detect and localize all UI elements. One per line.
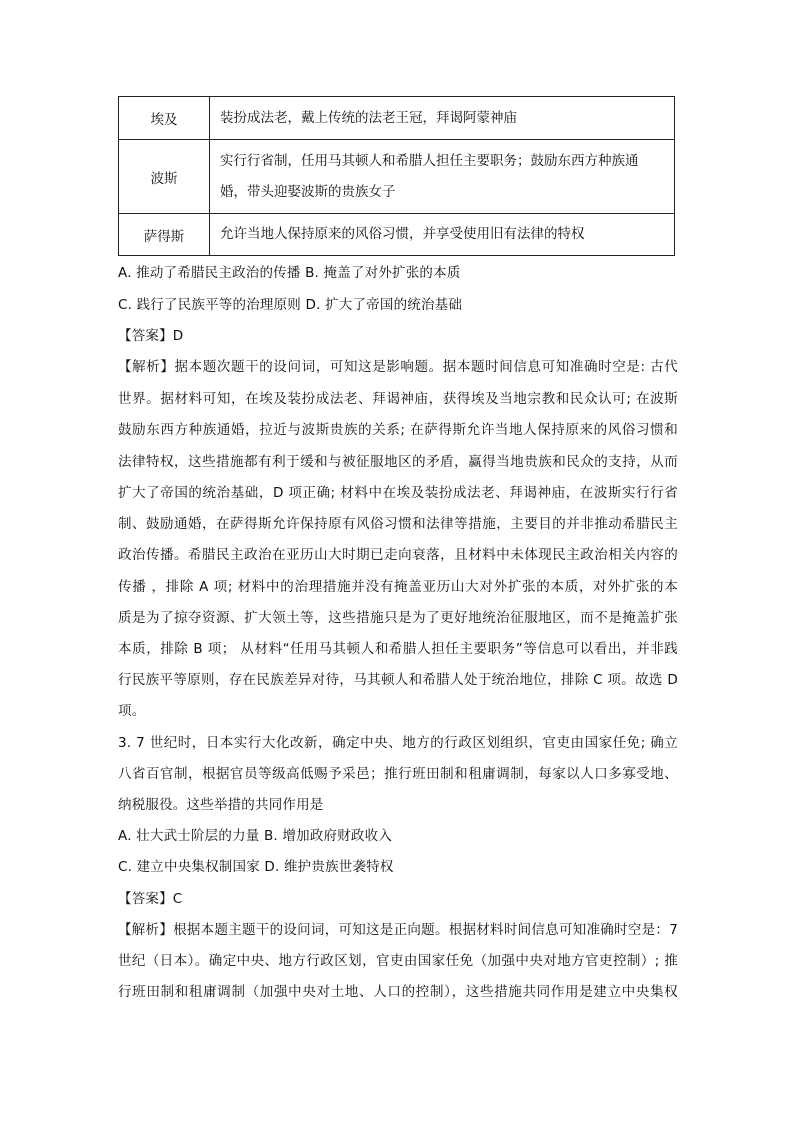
analysis-line: 行班田制和租庸调制（加强中央对土地、人口的控制），这些措施共同作用是建立中央集权 bbox=[118, 984, 678, 1000]
policy-table bbox=[118, 96, 675, 256]
question-line: 纳税服役。这些举措的共同作用是 bbox=[118, 797, 324, 813]
analysis-line: 世纪（日本）。确定中央、地方行政区划，官吏由国家任免（加强中央对地方官吏控制）; 推 bbox=[118, 953, 678, 969]
policy-cell bbox=[210, 140, 675, 214]
analysis-line: 法律特权，这些措施都有利于缓和与被征服地区的矛盾，赢得当地贵族和民众的支持，从而 bbox=[118, 454, 678, 470]
analysis-line: 行民族平等原则，存在民族差异对待，马其顿人和希腊人处于统治地位，排除 C 项。故选 D bbox=[118, 672, 678, 688]
policy-cell bbox=[210, 214, 675, 256]
analysis-line: 鼓励东西方种族通婚，拉近与波斯贵族的关系; 在萨得斯允许当地人保持原来的风俗习惯和 bbox=[118, 422, 678, 438]
table-row bbox=[119, 214, 675, 256]
country-cell: 波斯 bbox=[119, 140, 210, 214]
question-line: 八省百官制，根据官员等级高低赐予采邑；推行班田制和租庸调制，每家以人口多寡受地、 bbox=[118, 766, 678, 782]
country-cell: 萨得斯 bbox=[119, 214, 210, 256]
analysis-line: 世界。据材料可知，在埃及装扮成法老、拜谒神庙，获得埃及当地宗教和民众认可; 在波斯 bbox=[118, 391, 678, 407]
option-line: A. 壮大武士阶层的力量 B. 增加政府财政收入 bbox=[118, 828, 393, 844]
analysis-line: 质是为了掠夺资源、扩大领土等，这些措施只是为了更好地统治征服地区，而不是掩盖扩张 bbox=[118, 610, 678, 626]
answer-label: 【答案】D bbox=[118, 328, 184, 344]
policy-cell bbox=[210, 97, 675, 140]
answer-label: 【答案】C bbox=[118, 891, 183, 907]
analysis-line: 【解析】根据本题主题干的设问词，可知这是正向题。根据材料时间信息可知准确时空是：7 bbox=[118, 922, 678, 938]
option-line: A. 推动了希腊民主政治的传播 B. 掩盖了对外扩张的本质 bbox=[118, 265, 461, 281]
question-line: 3. 7 世纪时，日本实行大化改新，确定中央、地方的行政区划组织，官吏由国家任免; 确立 bbox=[118, 735, 678, 751]
table-row bbox=[119, 97, 675, 140]
option-line: C. 建立中央集权制国家 D. 维护贵族世袭特权 bbox=[118, 859, 394, 875]
country-cell: 埃及 bbox=[119, 97, 210, 140]
policy-text: 婚，带头迎娶波斯的贵族女子 bbox=[220, 183, 396, 200]
analysis-line: 政治传播。希腊民主政治在亚历山大时期已走向衰落，且材料中未体现民主政治相关内容的 bbox=[118, 547, 678, 563]
analysis-line: 扩大了帝国的统治基础，D 项正确; 材料中在埃及装扮成法老、拜谒神庙，在波斯实行行省 bbox=[118, 485, 678, 501]
option-line: C. 践行了民族平等的治理原则 D. 扩大了帝国的统治基础 bbox=[118, 297, 463, 313]
analysis-line: 制、鼓励通婚，在萨得斯允许保持原有风俗习惯和法律等措施，主要目的并非推动希腊民主 bbox=[118, 516, 678, 532]
analysis-line: 项。 bbox=[118, 703, 146, 719]
policy-text: 装扮成法老，戴上传统的法老王冠，拜谒阿蒙神庙 bbox=[220, 109, 517, 126]
analysis-line: 【解析】据本题次题干的设问词，可知这是影响题。据本题时间信息可知准确时空是: 古代 bbox=[118, 359, 678, 375]
policy-text: 实行行省制，任用马其顿人和希腊人担任主要职务；鼓励东西方种族通 bbox=[220, 152, 639, 169]
analysis-line: 传播 ，排除 A 项; 材料中的治理措施并没有掩盖亚历山大对外扩张的本质，对外扩张的本 bbox=[118, 579, 678, 595]
policy-text: 允许当地人保持原来的风俗习惯，并享受使用旧有法律的特权 bbox=[220, 226, 585, 242]
analysis-line: 本质，排除 B 项； 从材料“任用马其顿人和希腊人担任主要职务”等信息可以看出，并非践 bbox=[118, 641, 678, 657]
table-row bbox=[119, 140, 675, 214]
